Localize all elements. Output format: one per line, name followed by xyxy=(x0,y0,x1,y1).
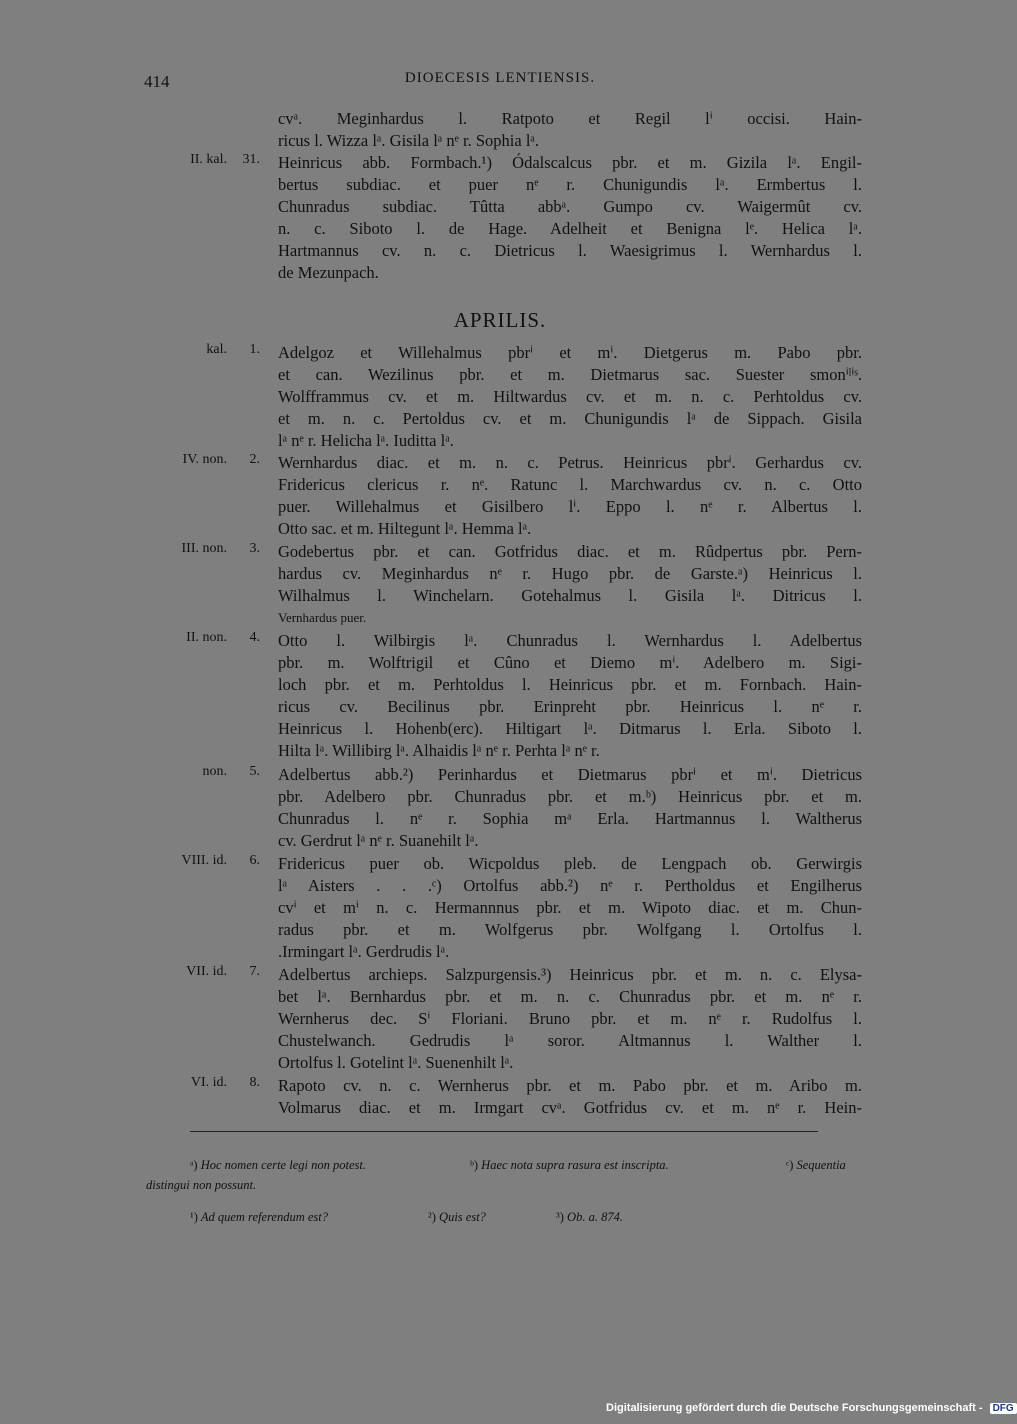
entry-line: cvᵃ. Meginhardus l. Ratpoto et Regil lⁱ occisi. Hain- xyxy=(278,109,862,128)
entry-line: Volmarus diac. et m. Irmgart cvᵃ. Gotfridus cv. et m. nᵉ r. Hein- xyxy=(278,1098,862,1117)
entry-line: .Irmingart lᵃ. Gerdrudis lᵃ. xyxy=(278,942,450,961)
entry-line: Chunradus subdiac. Tûtta abbᵃ. Gumpo cv. Waigermût cv. xyxy=(278,197,862,216)
footnote-text: Sequentia xyxy=(796,1158,846,1172)
entry-line: Adelgoz et Willehalmus pbrⁱ et mⁱ. Dietgerus m. Pabo pbr. xyxy=(278,343,862,362)
entry-line: ricus l. Wizza lᵃ. Gisila lᵃ nᵉ r. Sophia lᵃ. xyxy=(278,131,540,150)
entry-line: Wolfframmus cv. et m. Hiltwardus cv. et m. n. c. Perhtoldus cv. xyxy=(278,387,862,406)
calendar-date: II. non. xyxy=(186,630,227,645)
funding-text: Digitalisierung gefördert durch die Deutsche Forschungsgemeinschaft - xyxy=(606,1402,983,1414)
calendar-date: kal. xyxy=(206,342,227,357)
entry-line: Fridericus clericus r. nᵉ. Ratunc l. Marchwardus cv. n. c. Otto xyxy=(278,475,862,494)
entry-line: Godebertus pbr. et can. Gotfridus diac. et m. Rûdpertus pbr. Pern- xyxy=(278,542,862,561)
entry-line: Wernherus dec. Sⁱ Floriani. Bruno pbr. et m. nᵉ r. Rudolfus l. xyxy=(278,1009,862,1028)
entry-line: Wilhalmus l. Winchelarn. Gotehalmus l. Gisila lᵃ. Ditricus l. xyxy=(278,586,862,605)
calendar-date: VIII. id. xyxy=(181,853,227,868)
entry-line: puer. Willehalmus et Gisilbero lⁱ. Eppo l. nᵉ r. Albertus l. xyxy=(278,497,862,516)
footnote-mark: ³) xyxy=(556,1210,564,1224)
entry-line: Hilta lᵃ. Willibirg lᵃ. Alhaidis lᵃ nᵉ r. Perhta lᵃ nᵉ r. xyxy=(278,741,600,760)
entry-line: et can. Wezilinus pbr. et m. Dietmarus sac. Suester smonⁱˡⁱˢ. xyxy=(278,365,862,384)
calendar-date: IV. non. xyxy=(182,452,227,467)
entry-line: Heinricus l. Hohenb(erc). Hiltigart lᵃ. Ditmarus l. Erla. Siboto l. xyxy=(278,719,862,738)
entry-line: lᵃ Aisters . . .ᶜ) Ortolfus abb.²) nᵉ r. Pertholdus et Engilherus xyxy=(278,876,862,895)
entry-line: radus pbr. et m. Wolfgerus pbr. Wolfgang l. Ortolfus l. xyxy=(278,920,862,939)
calendar-date: VI. id. xyxy=(190,1075,227,1090)
calendar-date: non. xyxy=(202,764,227,779)
entry-line: Chunradus l. nᵉ r. Sophia mᵃ Erla. Hartmannus l. Waltherus xyxy=(278,809,862,828)
footnote-text: Ad quem referendum est? xyxy=(200,1210,328,1224)
calendar-date: III. non. xyxy=(181,541,227,556)
entry-line: Chustelwanch. Gedrudis lᵃ soror. Altmannus l. Walther l. xyxy=(278,1031,862,1050)
funding-banner xyxy=(606,1402,1017,1414)
entry-line: hardus cv. Meginhardus nᵉ r. Hugo pbr. de Garste.ᵃ) Heinricus l. xyxy=(278,564,862,583)
footnote-c xyxy=(786,1158,846,1173)
entry-line: bet lᵃ. Bernhardus pbr. et m. n. c. Chunradus pbr. et m. nᵉ r. xyxy=(278,987,862,1006)
entry-line: Vernhardus puer. xyxy=(278,610,367,625)
footnote-text: Haec nota supra rasura est inscripta. xyxy=(481,1158,669,1172)
entry-line: Adelbertus abb.²) Perinhardus et Dietmarus pbrⁱ et mⁱ. Dietricus xyxy=(278,765,862,784)
footnote-mark: ᶜ) xyxy=(786,1158,794,1172)
entry-line: pbr. m. Wolftrigil et Cûno et Diemo mⁱ. Adelbero m. Sigi- xyxy=(278,653,862,672)
day-number: 3. xyxy=(249,541,260,556)
footnote-text: Ob. a. 874. xyxy=(567,1210,623,1224)
day-number: 7. xyxy=(249,964,260,979)
entry-line: Otto sac. et m. Hiltegunt lᵃ. Hemma lᵃ. xyxy=(278,519,532,538)
entry-line: Wernhardus diac. et m. n. c. Petrus. Heinricus pbrⁱ. Gerhardus cv. xyxy=(278,453,862,472)
entry-line: pbr. Adelbero pbr. Chunradus pbr. et m.ᵇ) Heinricus pbr. et m. xyxy=(278,787,862,806)
entry-line: Rapoto cv. n. c. Wernherus pbr. et m. Pabo pbr. et m. Aribo m. xyxy=(278,1076,862,1095)
running-head: DIOECESIS LENTIENSIS. xyxy=(404,70,596,86)
day-number: 2. xyxy=(249,452,260,467)
entry-line: bertus subdiac. et puer nᵉ r. Chunigundis lᵃ. Ermbertus l. xyxy=(278,175,862,194)
footnote-mark: ²) xyxy=(428,1210,436,1224)
footnote-mark: ᵃ) xyxy=(190,1158,198,1172)
footnote-a xyxy=(190,1158,366,1173)
day-number: 8. xyxy=(249,1075,260,1090)
entry-line: lᵃ nᵉ r. Helicha lᵃ. Iuditta lᵃ. xyxy=(278,431,454,450)
dfg-logo: DFG xyxy=(990,1403,1017,1414)
footnote-c-continued: distingui non possunt. xyxy=(146,1178,257,1192)
day-number: 6. xyxy=(249,853,260,868)
footnote-mark: ¹) xyxy=(190,1210,198,1224)
footnote-divider xyxy=(190,1131,818,1132)
entry-line: Adelbertus archieps. Salzpurgensis.³) Heinricus pbr. et m. n. c. Elysa- xyxy=(278,965,862,984)
entry-line: Heinricus abb. Formbach.¹) Ódalscalcus pbr. et m. Gizila lᵃ. Engil- xyxy=(278,153,862,172)
entry-line: cv. Gerdrut lᵃ nᵉ r. Suanehilt lᵃ. xyxy=(278,831,479,850)
footnote-text: Quis est? xyxy=(439,1210,486,1224)
entry-line: ricus cv. Becilinus pbr. Erinpreht pbr. Heinricus l. nᵉ r. xyxy=(278,697,862,716)
day-number: 1. xyxy=(249,342,260,357)
entry-line: n. c. Siboto l. de Hage. Adelheit et Benigna lᵉ. Helica lᵃ. xyxy=(278,219,862,238)
page-number: 414 xyxy=(144,72,170,91)
entry-line: et m. n. c. Pertoldus cv. et m. Chunigundis lᵃ de Sippach. Gisila xyxy=(278,409,862,428)
day-number: 5. xyxy=(249,764,260,779)
footnote-1 xyxy=(190,1210,328,1225)
day-number: 4. xyxy=(249,630,260,645)
entry-line: Otto l. Wilbirgis lᵃ. Chunradus l. Wernhardus l. Adelbertus xyxy=(278,631,862,650)
entry-line: de Mezunpach. xyxy=(278,263,379,282)
entry-line: Ortolfus l. Gotelint lᵃ. Suenenhilt lᵃ. xyxy=(278,1053,514,1072)
footnote-b xyxy=(470,1158,669,1173)
footnote-3 xyxy=(556,1210,623,1225)
entry-line: loch pbr. et m. Perhtoldus l. Heinricus pbr. et m. Fornbach. Hain- xyxy=(278,675,862,694)
entry-line: Hartmannus cv. n. c. Dietricus l. Waesigrimus l. Wernhardus l. xyxy=(278,241,862,260)
day-number: 31. xyxy=(242,152,260,167)
entry-line: cvⁱ et mⁱ n. c. Hermannnus pbr. et m. Wipoto diac. et m. Chun- xyxy=(278,898,862,917)
footnote-2 xyxy=(428,1210,486,1225)
entry-line: Fridericus puer ob. Wicpoldus pleb. de Lengpach ob. Gerwirgis xyxy=(278,854,862,873)
footnote-mark: ᵇ) xyxy=(470,1158,479,1172)
calendar-date: VII. id. xyxy=(186,964,227,979)
section-title: APRILIS. xyxy=(453,308,547,332)
footnote-text: Hoc nomen certe legi non potest. xyxy=(200,1158,366,1172)
calendar-date: II. kal. xyxy=(190,152,227,167)
